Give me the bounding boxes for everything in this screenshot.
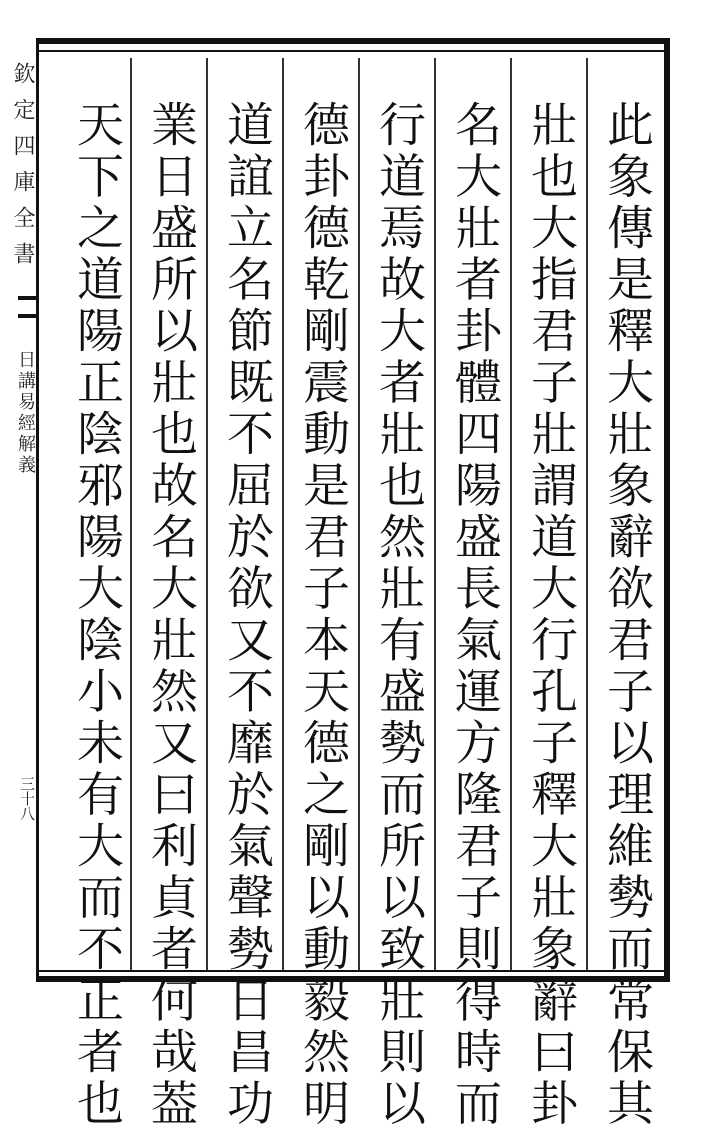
text-column — [208, 58, 284, 1130]
right-border — [664, 38, 670, 982]
text-column — [512, 58, 588, 1130]
text-column — [360, 58, 436, 1130]
column-text: 此象傳是釋大壯象辭欲君子以理維勢而常保其 — [599, 100, 654, 1130]
top-border — [36, 38, 668, 44]
margin-page-number: 三十八 — [18, 776, 36, 821]
text-column — [284, 58, 360, 1130]
column-text: 德卦德乾剛震動是君子本天德之剛以動毅然明 — [295, 100, 350, 1130]
text-column — [588, 58, 664, 1130]
column-text: 業日盛所以壯也故名大壯然又曰利貞者何哉葢 — [143, 100, 198, 1130]
margin-book-title: 日講易經解義 — [15, 350, 36, 476]
text-column — [132, 58, 208, 1130]
top-inner-border — [36, 50, 668, 52]
text-column — [436, 58, 512, 1130]
text-columns — [58, 58, 664, 1130]
fishtail-mark — [18, 296, 38, 318]
column-text: 行道焉故大者壯也然壯有盛勢而所以致壯則以 — [371, 100, 426, 1130]
column-text: 道誼立名節既不屈於欲又不靡於氣聲勢日昌功 — [219, 100, 274, 1130]
text-column — [58, 58, 134, 1130]
margin-collection-title: 欽定四庫全書 — [10, 62, 35, 278]
column-text: 名大壯者卦體四陽盛長氣運方隆君子則得時而 — [447, 100, 502, 1130]
column-text: 壯也大指君子壯謂道大行孔子釋大壯象辭曰卦 — [523, 100, 578, 1130]
column-text: 天下之道陽正陰邪陽大陰小未有大而不正者也 — [69, 100, 124, 1130]
